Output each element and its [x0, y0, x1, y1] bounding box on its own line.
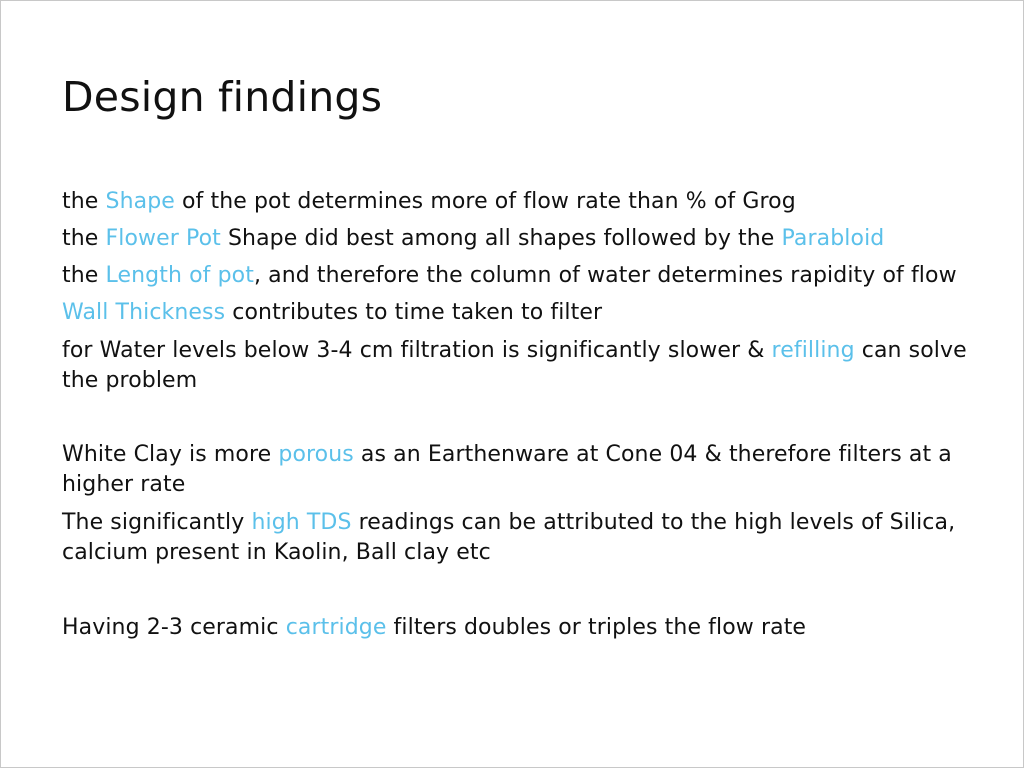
text: Having 2-3 ceramic	[62, 615, 286, 640]
highlight-refilling: refilling	[771, 338, 855, 363]
highlight-porous: porous	[278, 442, 354, 467]
highlight-parabloid: Parabloid	[781, 226, 885, 251]
text: of the pot determines more of flow rate than % of Grog	[174, 189, 796, 214]
text: readings can be attributed to the high levels of Silica,	[351, 510, 956, 535]
highlight-cartridge: cartridge	[285, 615, 387, 640]
finding-shape	[62, 186, 796, 217]
text: for Water levels below 3-4 cm filtration is significantly slower &	[62, 338, 772, 363]
finding-cartridge	[62, 612, 806, 643]
text: White Clay is more	[62, 442, 279, 467]
finding-wall-thickness	[62, 297, 602, 328]
highlight-shape: Shape	[105, 189, 175, 214]
finding-length	[62, 260, 957, 291]
finding-water-levels	[62, 335, 967, 366]
text: can solve	[854, 338, 967, 363]
finding-tds-cont	[62, 537, 491, 568]
text: Shape did best among all shapes followed by the	[220, 226, 782, 251]
finding-white-clay	[62, 439, 952, 470]
text: filters doubles or triples the flow rate	[386, 615, 807, 640]
text: the	[62, 263, 106, 288]
finding-white-clay-cont	[62, 469, 185, 500]
text: calcium present in Kaolin, Ball clay etc	[62, 540, 491, 565]
finding-tds	[62, 507, 955, 538]
text: The significantly	[62, 510, 252, 535]
highlight-wall-thickness: Wall Thickness	[62, 300, 226, 325]
text: the problem	[62, 368, 198, 393]
slide-title: Design findings	[62, 73, 383, 121]
text: the	[62, 189, 106, 214]
text: contributes to time taken to filter	[225, 300, 603, 325]
highlight-high-tds: high TDS	[251, 510, 352, 535]
finding-water-levels-cont	[62, 365, 197, 396]
text: higher rate	[62, 472, 186, 497]
text: the	[62, 226, 106, 251]
finding-flower-pot	[62, 223, 884, 254]
text: as an Earthenware at Cone 04 & therefore filters at a	[353, 442, 952, 467]
highlight-flower-pot: Flower Pot	[105, 226, 221, 251]
highlight-length-of-pot: Length of pot	[105, 263, 254, 288]
text: , and therefore the column of water determines rapidity of flow	[253, 263, 957, 288]
